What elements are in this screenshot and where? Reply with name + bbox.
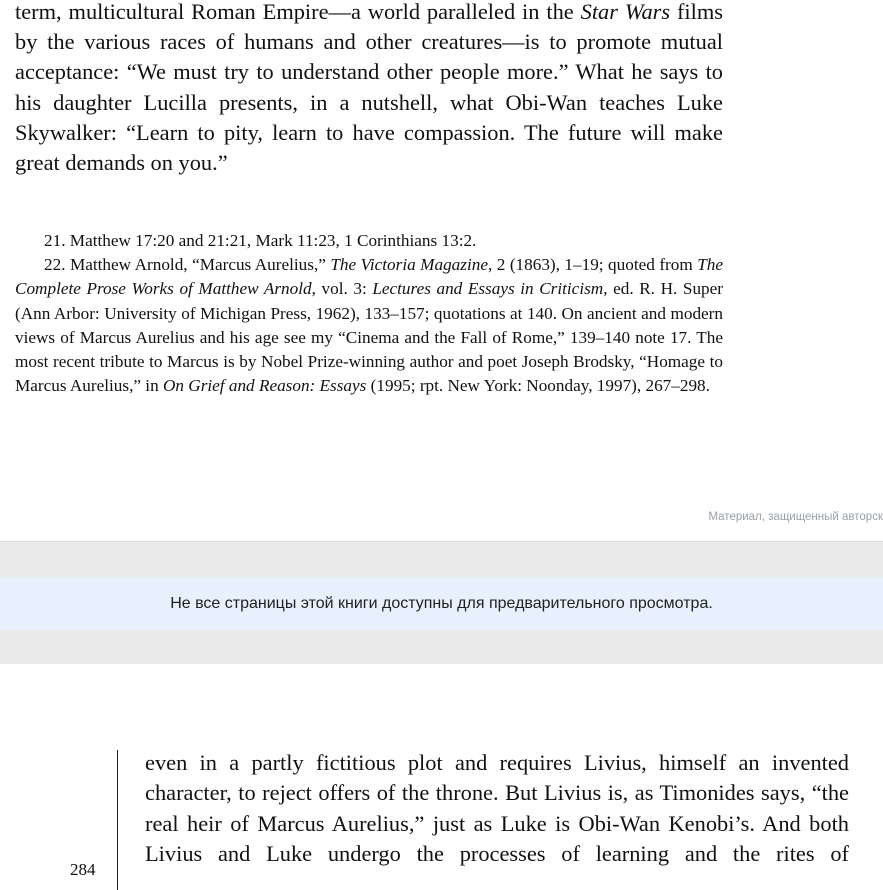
italic-title: Star Wars (580, 0, 671, 24)
banner-message: Не все страницы этой книги доступны для предварительного просмотра. (170, 594, 713, 612)
banner-message-bar (0, 577, 883, 630)
footnote-22 (15, 253, 723, 398)
book-page-bottom (0, 664, 883, 879)
italic-title: Lectures and Essays in Criticism (372, 279, 604, 299)
footnote-21: 21. Matthew 17:20 and 21:21, Mark 11:23, 1 Corinthians 13:2. (44, 231, 477, 250)
body-paragraph (145, 748, 849, 869)
text-segment: term, multicultural Roman Empire—a world paralleled in the (15, 0, 581, 24)
italic-title: The Complete Prose Works of Matthew Arnold (15, 255, 723, 299)
text-segment: films by the various races of humans and other creatures—is to promote mutual acceptance: “We must try to understand other people more.” What he says to his daughter Lucilla presents, in a nutshell, what Obi-Wan teaches Luke Skywalker: “Learn to pity, learn to have compassion. The future will make great demands on you.” (15, 0, 723, 176)
text-segment: , vol. 3: (311, 279, 373, 299)
text-segment: (1995; rpt. New York: Noonday, 1997), 267–298. (366, 376, 710, 396)
preview-unavailable-banner (0, 541, 883, 665)
footnotes (15, 229, 723, 398)
body-paragraph (15, 0, 723, 178)
text-segment: 22. Matthew Arnold, “Marcus Aurelius,” (44, 255, 331, 275)
text-segment: , 2 (1863), 1–19; quoted from (487, 255, 698, 275)
paragraph-text (15, 0, 723, 178)
text-segment: , ed. R. H. Super (Ann Arbor: University of Michigan Press, 1962), 133–157; quotations at 140. On ancient and modern views of Marcus Aurelius and his age see my “Cinema and the Fall of Rome,” 139–140 note 17. The most recent tribute to Marcus is by Nobel Prize-winning author and poet Joseph Brodsky, “Homage to Marcus Aurelius,” in (15, 279, 723, 396)
italic-title: On Grief and Reason: Essays (162, 376, 367, 396)
italic-title: The Victoria Magazine (330, 255, 488, 275)
paragraph-text: even in a partly fictitious plot and requires Livius, himself an invented character, to reject offers of the throne. But Livius is, as Timonides says, “the real heir of Marcus Aurelius,” just as Luke is Obi-Wan Kenobi’s. And both Livius and Luke undergo the processes of learning and the rites of (145, 750, 849, 866)
margin-rule (117, 750, 118, 890)
copyright-watermark: Материал, защищенный авторск (708, 511, 883, 523)
page-number: 284 (70, 860, 96, 879)
